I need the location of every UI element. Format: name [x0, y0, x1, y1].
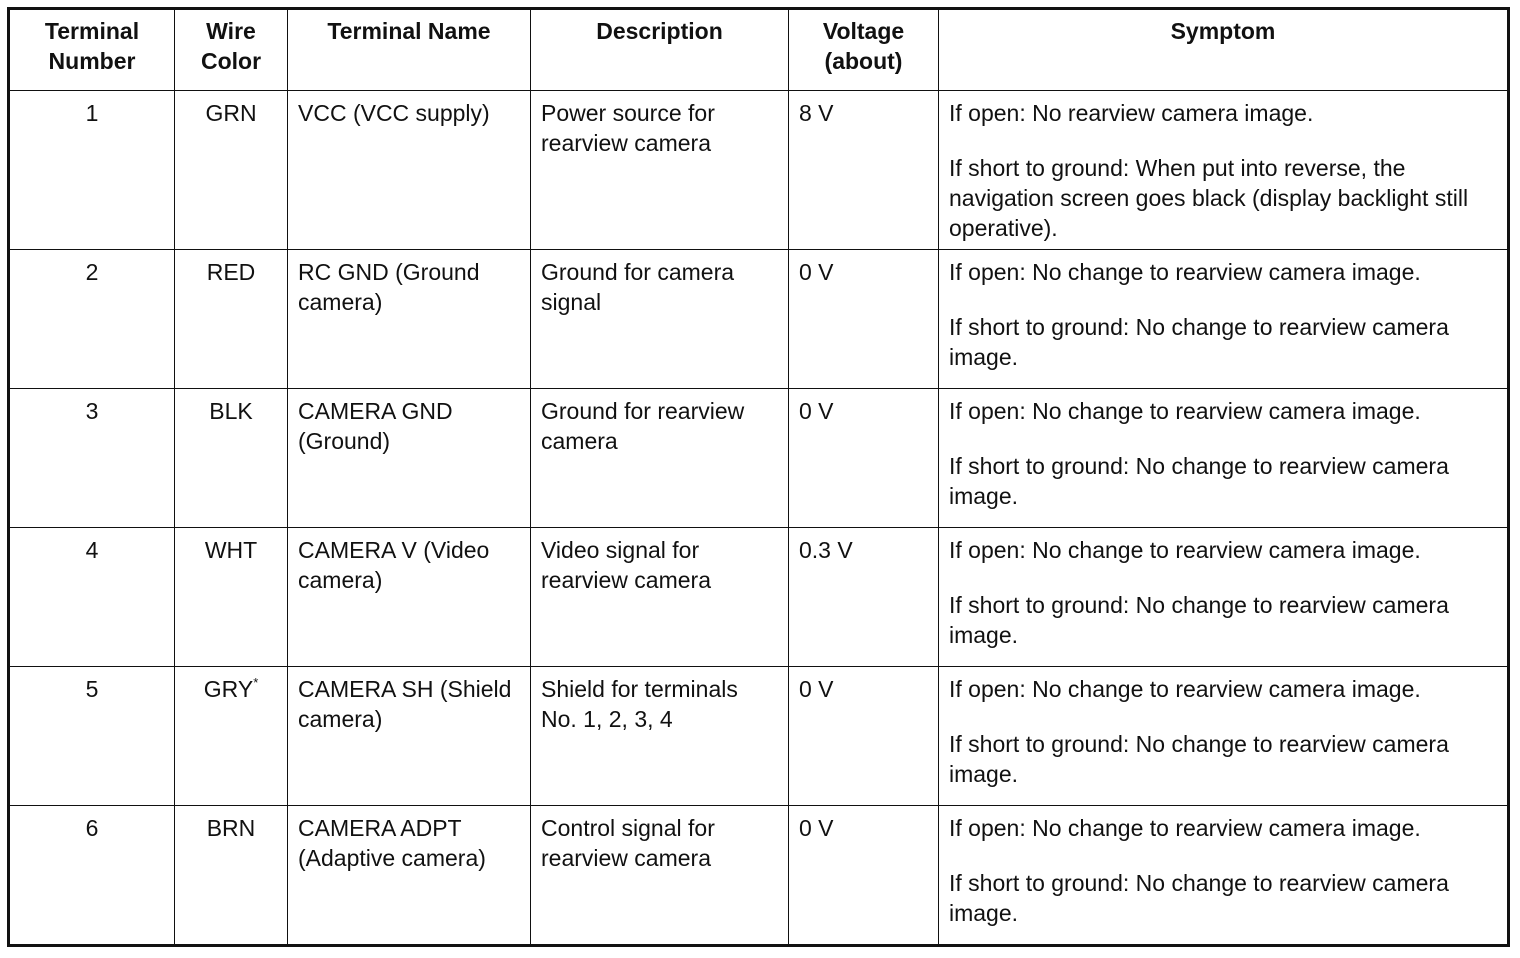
- symptom-cell: [939, 91, 1509, 250]
- terminal-name-cell: CAMERA GND (Ground): [288, 389, 531, 528]
- wire-color-cell: GRY*: [175, 667, 288, 806]
- symptom-cell: [939, 806, 1509, 946]
- table-row: [9, 528, 1509, 667]
- wire-color-cell: GRN: [175, 91, 288, 250]
- description-cell: Video signal for rearview camera: [531, 528, 789, 667]
- voltage-cell: 0 V: [789, 806, 939, 946]
- wire-color-cell: BRN: [175, 806, 288, 946]
- table-row: [9, 250, 1509, 389]
- terminal-name-cell: CAMERA SH (Shield camera): [288, 667, 531, 806]
- header-voltage: Voltage (about): [789, 9, 939, 91]
- symptom-open: If open: No change to rearview camera image.: [949, 398, 1421, 424]
- terminal-name-cell: VCC (VCC supply): [288, 91, 531, 250]
- description-cell: Ground for rearview camera: [531, 389, 789, 528]
- terminal-number-cell: 3: [9, 389, 175, 528]
- symptom-open: If open: No change to rearview camera image.: [949, 537, 1421, 563]
- symptom-short: If short to ground: No change to rearview camera image.: [949, 870, 1449, 926]
- terminal-name-cell: CAMERA V (Video camera): [288, 528, 531, 667]
- description-cell: Control signal for rearview camera: [531, 806, 789, 946]
- terminal-table-container: [7, 7, 1507, 947]
- voltage-cell: 8 V: [789, 91, 939, 250]
- symptom-short: If short to ground: No change to rearview camera image.: [949, 592, 1449, 648]
- table-row: [9, 91, 1509, 250]
- symptom-cell: [939, 667, 1509, 806]
- terminal-number-cell: 6: [9, 806, 175, 946]
- header-row: [9, 9, 1509, 91]
- wire-color-cell: WHT: [175, 528, 288, 667]
- symptom-short: If short to ground: No change to rearview camera image.: [949, 731, 1449, 787]
- symptom-open: If open: No change to rearview camera image.: [949, 676, 1421, 702]
- terminal-number-cell: 4: [9, 528, 175, 667]
- header-description: Description: [531, 9, 789, 91]
- terminal-number-cell: 2: [9, 250, 175, 389]
- table-row: [9, 389, 1509, 528]
- voltage-cell: 0 V: [789, 250, 939, 389]
- header-symptom: Symptom: [939, 9, 1509, 91]
- description-cell: Ground for camera signal: [531, 250, 789, 389]
- symptom-cell: [939, 250, 1509, 389]
- header-wire-color: Wire Color: [175, 9, 288, 91]
- terminal-name-cell: RC GND (Ground camera): [288, 250, 531, 389]
- symptom-cell: [939, 389, 1509, 528]
- terminal-number-cell: 5: [9, 667, 175, 806]
- voltage-cell: 0.3 V: [789, 528, 939, 667]
- terminal-number-cell: 1: [9, 91, 175, 250]
- symptom-open: If open: No change to rearview camera image.: [949, 259, 1421, 285]
- wire-color-cell: RED: [175, 250, 288, 389]
- symptom-open: If open: No change to rearview camera image.: [949, 815, 1421, 841]
- voltage-cell: 0 V: [789, 389, 939, 528]
- symptom-short: If short to ground: When put into reverse, the navigation screen goes black (display backlight still operative).: [949, 155, 1469, 241]
- wire-footnote-mark: *: [253, 675, 259, 690]
- table-row: [9, 667, 1509, 806]
- description-cell: Shield for terminals No. 1, 2, 3, 4: [531, 667, 789, 806]
- symptom-short: If short to ground: No change to rearview camera image.: [949, 314, 1449, 370]
- table-row: [9, 806, 1509, 946]
- symptom-short: If short to ground: No change to rearview camera image.: [949, 453, 1449, 509]
- header-terminal-number: Terminal Number: [9, 9, 175, 91]
- terminal-name-cell: CAMERA ADPT (Adaptive camera): [288, 806, 531, 946]
- symptom-cell: [939, 528, 1509, 667]
- symptom-open: If open: No rearview camera image.: [949, 100, 1314, 126]
- wire-color-cell: BLK: [175, 389, 288, 528]
- description-cell: Power source for rearview camera: [531, 91, 789, 250]
- voltage-cell: 0 V: [789, 667, 939, 806]
- header-terminal-name: Terminal Name: [288, 9, 531, 91]
- terminal-table: [7, 7, 1510, 947]
